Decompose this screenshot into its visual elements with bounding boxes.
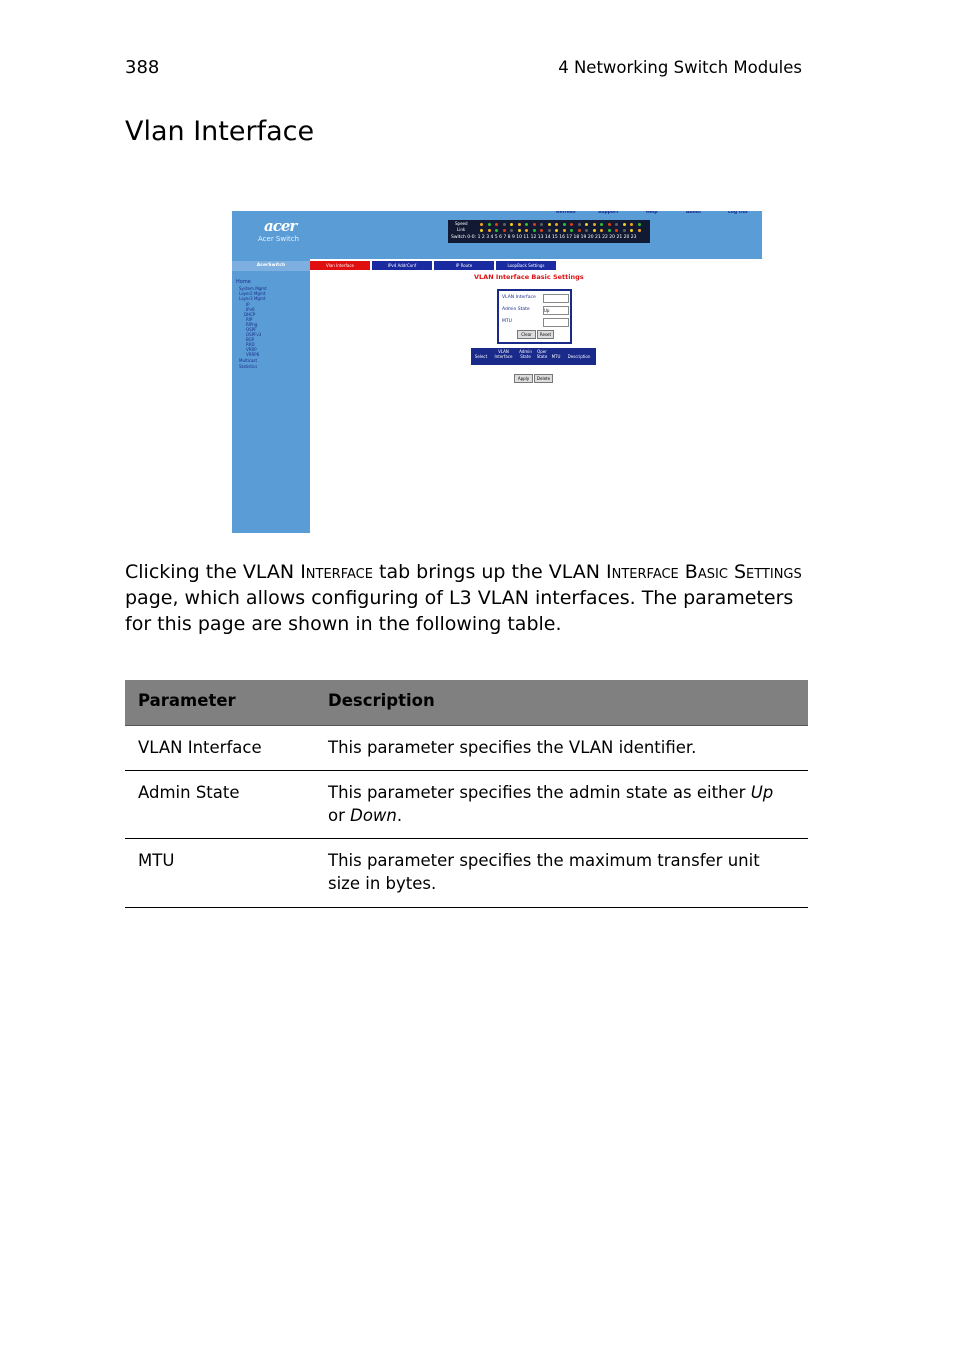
param-cell: MTU	[125, 839, 315, 908]
apply-button[interactable]: Apply	[514, 374, 533, 383]
port-led	[615, 229, 618, 232]
port-led	[533, 229, 536, 232]
vlan-settings-form	[497, 289, 572, 344]
intro-text-1: Clicking the VLAN	[125, 561, 301, 583]
port-led	[638, 229, 641, 232]
desc-cell: This parameter specifies the maximum transfer unit size in bytes.	[315, 839, 808, 908]
tab-bar	[310, 259, 762, 271]
table-header-row	[125, 680, 808, 726]
settings-heading: VLAN Interface Basic Settings	[474, 273, 584, 281]
tab-ip-route[interactable]: IP Route	[434, 261, 494, 270]
port-led	[548, 229, 551, 232]
table-row	[125, 839, 808, 908]
port-led	[578, 223, 581, 226]
port-led	[600, 223, 603, 226]
nav-multicast[interactable]: Multicast	[239, 358, 258, 363]
port-led	[555, 229, 558, 232]
reset-button[interactable]: Reset	[537, 330, 554, 339]
port-led	[630, 229, 633, 232]
desc-text: .	[396, 806, 403, 825]
link-label: Link	[457, 227, 466, 232]
port-led	[585, 223, 588, 226]
port-led	[540, 223, 543, 226]
nav-home[interactable]: Home	[236, 279, 251, 285]
desc-emphasis-up: Up	[750, 783, 774, 802]
brand-label: Acer Switch	[258, 235, 300, 243]
intro-text-3: page, which allows configuring of L3 VLAN interfaces. The parameters for this page are shown in the following table.	[125, 587, 794, 635]
col-select: Select	[474, 354, 488, 359]
port-led	[608, 229, 611, 232]
nav-ripng[interactable]: RIPng	[246, 322, 258, 327]
nav-ospfv3[interactable]: OSPFv3	[246, 332, 262, 337]
nav-statistics[interactable]: Statistics	[239, 364, 258, 369]
nav-rip[interactable]: RIP	[246, 317, 253, 322]
speed-label: Speed	[455, 221, 468, 226]
admin-state-select[interactable]	[543, 306, 569, 315]
col-admin-state: Admin State	[519, 349, 532, 359]
param-cell: VLAN Interface	[125, 726, 315, 771]
port-led	[510, 223, 513, 226]
port-led	[608, 223, 611, 226]
page-number: 388	[125, 57, 160, 78]
port-led	[548, 223, 551, 226]
port-led	[570, 223, 573, 226]
port-led	[563, 223, 566, 226]
port-led	[503, 229, 506, 232]
nav-ipv6[interactable]: IPv6	[246, 307, 255, 312]
desc-emphasis-down: Down	[350, 806, 397, 825]
nav-layer3-mgmt[interactable]: Layer3 Mgmt	[239, 296, 266, 301]
port-led	[525, 229, 528, 232]
port-led	[518, 229, 521, 232]
vlan-interface-label: VLAN Interface	[502, 295, 536, 300]
port-numbers	[451, 235, 637, 240]
port-status-panel	[448, 220, 650, 243]
acer-logo: acer	[264, 217, 297, 235]
port-led	[540, 229, 543, 232]
intro-smallcaps-2: Interface Basic Settings	[606, 561, 802, 583]
port-led	[600, 229, 603, 232]
port-led	[630, 223, 633, 226]
port-led	[533, 223, 536, 226]
mtu-input[interactable]	[543, 318, 569, 327]
nav-rrd[interactable]: RRD	[246, 342, 255, 347]
port-led	[638, 223, 641, 226]
support-link[interactable]: Support	[598, 211, 619, 215]
port-led	[488, 223, 491, 226]
switch-ui-screenshot	[232, 211, 762, 533]
intro-paragraph	[125, 559, 805, 637]
port-led	[510, 229, 513, 232]
nav-layer2-mgmt[interactable]: Layer2 Mgmt	[239, 291, 266, 296]
port-led	[503, 223, 506, 226]
nav-vrrp6[interactable]: VRRP6	[246, 352, 260, 357]
intro-text-2: tab brings up the VLAN	[372, 561, 607, 583]
running-header: 4 Networking Switch Modules	[558, 58, 802, 77]
nav-system-mgmt[interactable]: System Mgmt	[239, 286, 267, 291]
vlan-interface-select[interactable]	[543, 294, 569, 303]
port-led	[495, 229, 498, 232]
refresh-link[interactable]: Refresh	[556, 211, 576, 215]
port-led	[623, 229, 626, 232]
port-led	[623, 223, 626, 226]
nav-title[interactable]: AcerSwitch	[232, 261, 310, 271]
nav-bgp[interactable]: BGP	[246, 337, 255, 342]
clear-button[interactable]: Clear	[517, 330, 536, 339]
port-led	[555, 223, 558, 226]
port-led	[578, 229, 581, 232]
mtu-label: MTU	[502, 319, 512, 324]
help-link[interactable]: Help	[646, 211, 658, 215]
port-led	[480, 229, 483, 232]
intro-smallcaps-1: Interface	[300, 561, 373, 583]
switch-label: Switch 0-0:	[451, 235, 477, 240]
admin-state-value: Up	[544, 308, 550, 313]
port-led	[518, 223, 521, 226]
tab-ipv4-addrconf[interactable]: IPv4 AddrConf	[372, 261, 432, 270]
col-vlan-interface: VLAN Interface	[494, 349, 513, 359]
parameters-table	[125, 680, 808, 908]
port-led	[570, 229, 573, 232]
port-led	[615, 223, 618, 226]
header-description: Description	[315, 680, 808, 726]
port-led	[563, 229, 566, 232]
desc-text: This parameter specifies the admin state as either	[328, 783, 751, 802]
port-led	[525, 223, 528, 226]
nav-ip[interactable]: IP	[246, 302, 250, 307]
nav-vrrp[interactable]: VRRP	[246, 347, 257, 352]
col-oper-state: Oper State	[536, 349, 548, 359]
vlan-interface-table	[471, 348, 596, 365]
port-led	[593, 229, 596, 232]
section-title: Vlan Interface	[125, 116, 315, 147]
param-cell: Admin State	[125, 771, 315, 839]
col-mtu: MTU	[551, 354, 561, 359]
nav-ospf[interactable]: OSPF	[246, 327, 257, 332]
table-row	[125, 771, 808, 839]
port-led	[585, 229, 588, 232]
tab-vlan-interface[interactable]: Vlan Interface	[310, 261, 370, 270]
desc-cell	[315, 771, 808, 839]
delete-button[interactable]: Delete	[534, 374, 553, 383]
port-led	[495, 223, 498, 226]
port-led	[480, 223, 483, 226]
about-link[interactable]: About	[686, 211, 702, 215]
tab-loopback-settings[interactable]: LoopBack Settings	[496, 261, 556, 270]
port-number-list: 1 2 3 4 5 6 7 8 9 10 11 12 13 14 15 16 17 18 19 20 21 22 20 21 20 23	[477, 235, 637, 240]
header-parameter: Parameter	[125, 680, 315, 726]
col-description: Description	[567, 354, 591, 359]
left-navigation	[232, 259, 310, 533]
table-row	[125, 726, 808, 771]
nav-dhcp[interactable]: DHCP	[244, 312, 256, 317]
admin-state-label: Admin State	[502, 307, 530, 312]
port-led	[593, 223, 596, 226]
desc-text: or	[328, 806, 351, 825]
logout-link[interactable]: Log Out	[728, 211, 748, 215]
desc-cell: This parameter specifies the VLAN identifier.	[315, 726, 808, 771]
port-led	[488, 229, 491, 232]
screenshot-header	[232, 211, 762, 259]
